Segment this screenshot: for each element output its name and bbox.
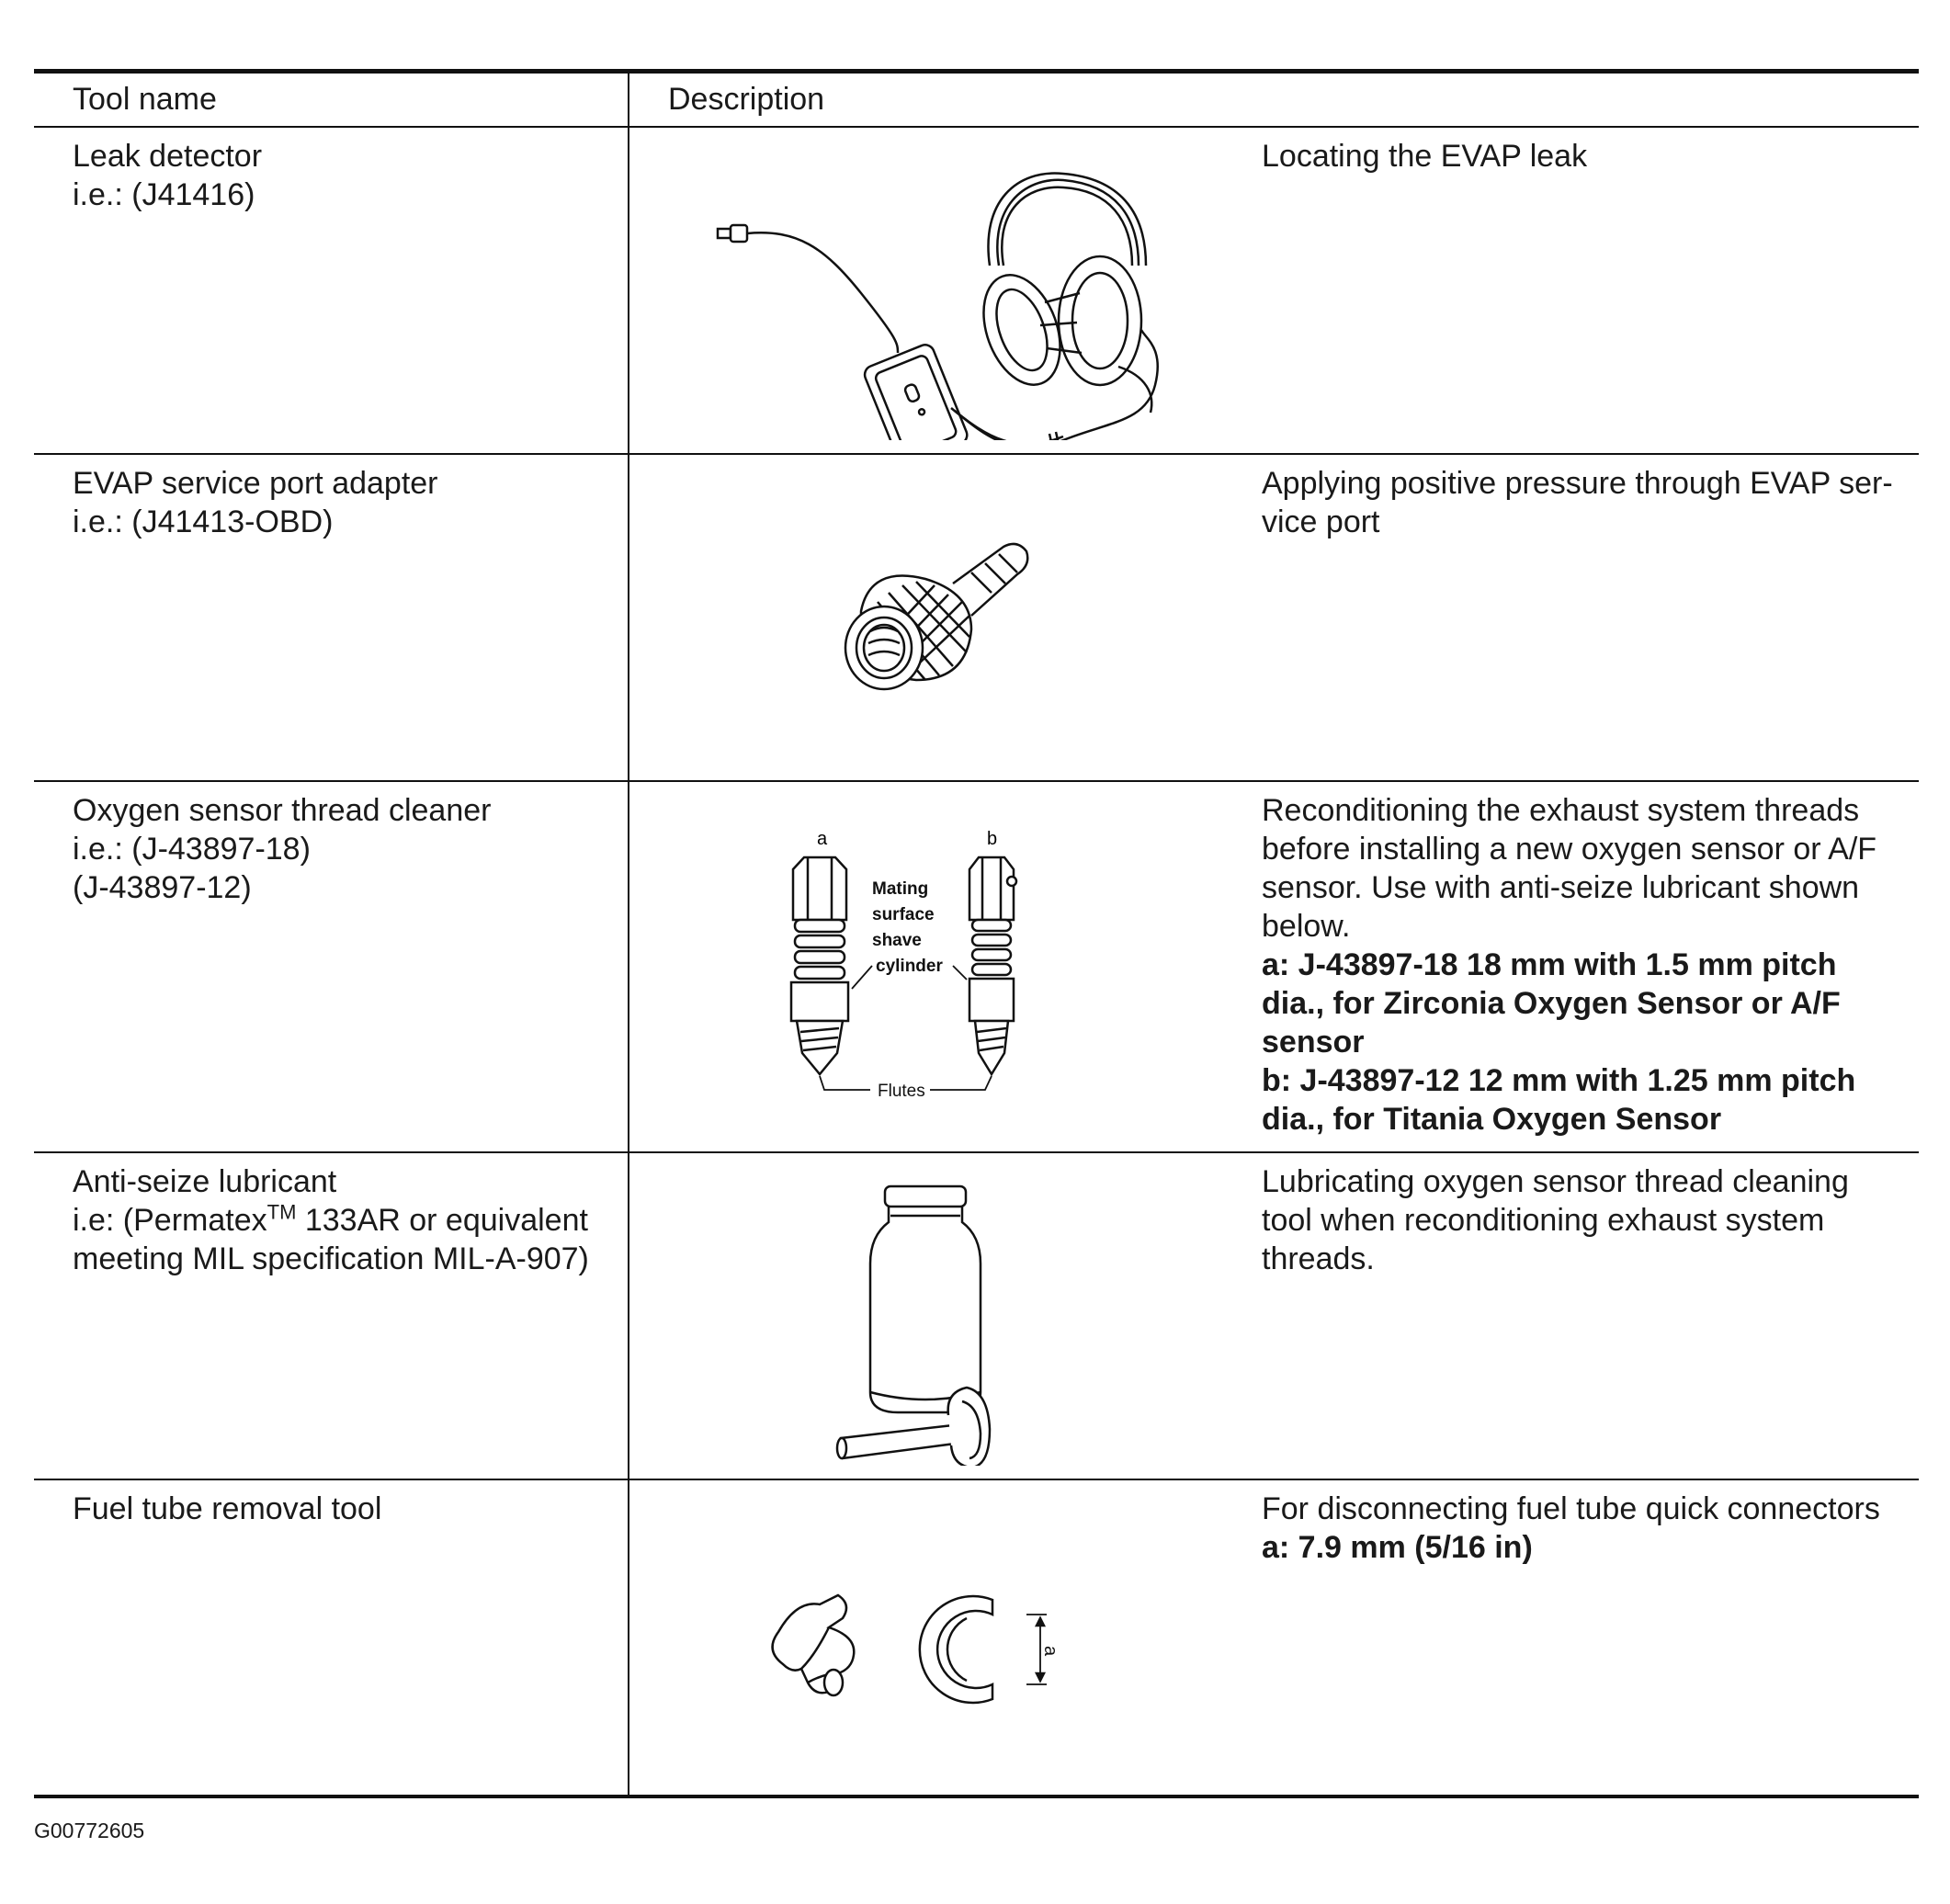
label-b: b [987, 829, 998, 849]
description-text: Locating the EVAP leak [1262, 139, 1588, 174]
header-description: Description [668, 82, 825, 117]
label-cylinder: cylinder [876, 957, 943, 976]
service-port-adapter-icon [833, 528, 1072, 712]
tool-part-number: i.e.: (J41416) [73, 177, 255, 212]
trademark-sup: TM [266, 1200, 297, 1224]
description-cell [1262, 791, 1905, 1139]
spec-b-line: b: J-43897-12 12 mm with 1.25 mm pitch [1262, 1063, 1856, 1098]
tool-name: Anti-seize lubricant [73, 1164, 337, 1199]
description-line: sensor. Use with anti-seize lubricant shown [1262, 870, 1860, 905]
spec-b-line: dia., for Titania Oxygen Sensor [1262, 1102, 1722, 1137]
label-a: a [817, 829, 828, 849]
tool-name-cell [73, 137, 615, 214]
dimension-label-a: a [1040, 1646, 1060, 1657]
label-surface: surface [872, 905, 935, 924]
description-line: before installing a new oxygen sensor or A/F [1262, 832, 1877, 867]
removal-tool-ring-icon [920, 1596, 1047, 1703]
label-flutes: Flutes [878, 1082, 925, 1101]
removal-tool-angled-icon [773, 1595, 855, 1695]
dimension-spec: a: 7.9 mm (5/16 in) [1262, 1530, 1533, 1565]
tool-name: Fuel tube removal tool [73, 1491, 382, 1526]
fuel-tube-removal-tool-diagram [751, 1581, 1155, 1719]
table-bottom-rule [34, 1795, 1919, 1798]
table-row-leak-detector [34, 128, 1919, 455]
cleaner-b-icon [969, 857, 1016, 1074]
description-line: below. [1262, 909, 1351, 944]
description-line: vice port [1262, 504, 1380, 539]
description-line: tool when reconditioning exhaust system [1262, 1203, 1825, 1238]
product-code-text: 133AR or equivalent [296, 1203, 588, 1238]
tool-name: Leak detector [73, 139, 263, 174]
tool-part-number: (J-43897-12) [73, 870, 252, 905]
description-cell [1262, 1490, 1905, 1567]
spec-a-line: a: J-43897-18 18 mm with 1.5 mm pitch [1262, 947, 1837, 982]
description-cell [1262, 464, 1905, 541]
tool-spec-line [73, 1201, 615, 1240]
description-cell [1262, 1162, 1905, 1278]
tool-part-number: i.e.: (J41413-OBD) [73, 504, 334, 539]
description-line: For disconnecting fuel tube quick connectors [1262, 1491, 1880, 1526]
tool-name: Oxygen sensor thread cleaner [73, 793, 492, 828]
tool-name-cell [73, 464, 615, 541]
leak-detector-headphones-icon [714, 164, 1192, 440]
tool-part-number: i.e.: (J-43897-18) [73, 832, 311, 867]
label-shave: shave [872, 931, 922, 950]
tool-spec-line: meeting MIL specification MIL-A-907) [73, 1241, 589, 1276]
description-line: threads. [1262, 1241, 1375, 1276]
thread-cleaner-diagram [769, 828, 1082, 1104]
label-mating: Mating [872, 879, 929, 899]
table-row-oxygen-sensor-thread-cleaner [34, 782, 1919, 1153]
table-row-fuel-tube-removal-tool [34, 1480, 1919, 1795]
bottle-and-tool-icon [833, 1172, 1072, 1466]
figure-code: G00772605 [34, 1819, 145, 1842]
description-line: Lubricating oxygen sensor thread cleaning [1262, 1164, 1849, 1199]
tool-name-cell [73, 1162, 615, 1278]
cleaner-a-icon [791, 857, 848, 1074]
permatex-text: i.e: (Permatex [73, 1203, 267, 1238]
description-cell [1262, 137, 1905, 176]
header-tool-name: Tool name [73, 82, 217, 117]
tool-name: EVAP service port adapter [73, 466, 438, 501]
description-line: Reconditioning the exhaust system threads [1262, 793, 1860, 828]
tool-name-cell [73, 1490, 615, 1528]
spec-a-line: sensor [1262, 1025, 1365, 1060]
table-top-rule [34, 69, 1919, 74]
spec-a-line: dia., for Zirconia Oxygen Sensor or A/F [1262, 986, 1841, 1021]
description-line: Applying positive pressure through EVAP ser- [1262, 466, 1893, 501]
table-row-service-port-adapter [34, 455, 1919, 782]
table-row-anti-seize-lubricant [34, 1153, 1919, 1480]
tool-name-cell [73, 791, 615, 907]
